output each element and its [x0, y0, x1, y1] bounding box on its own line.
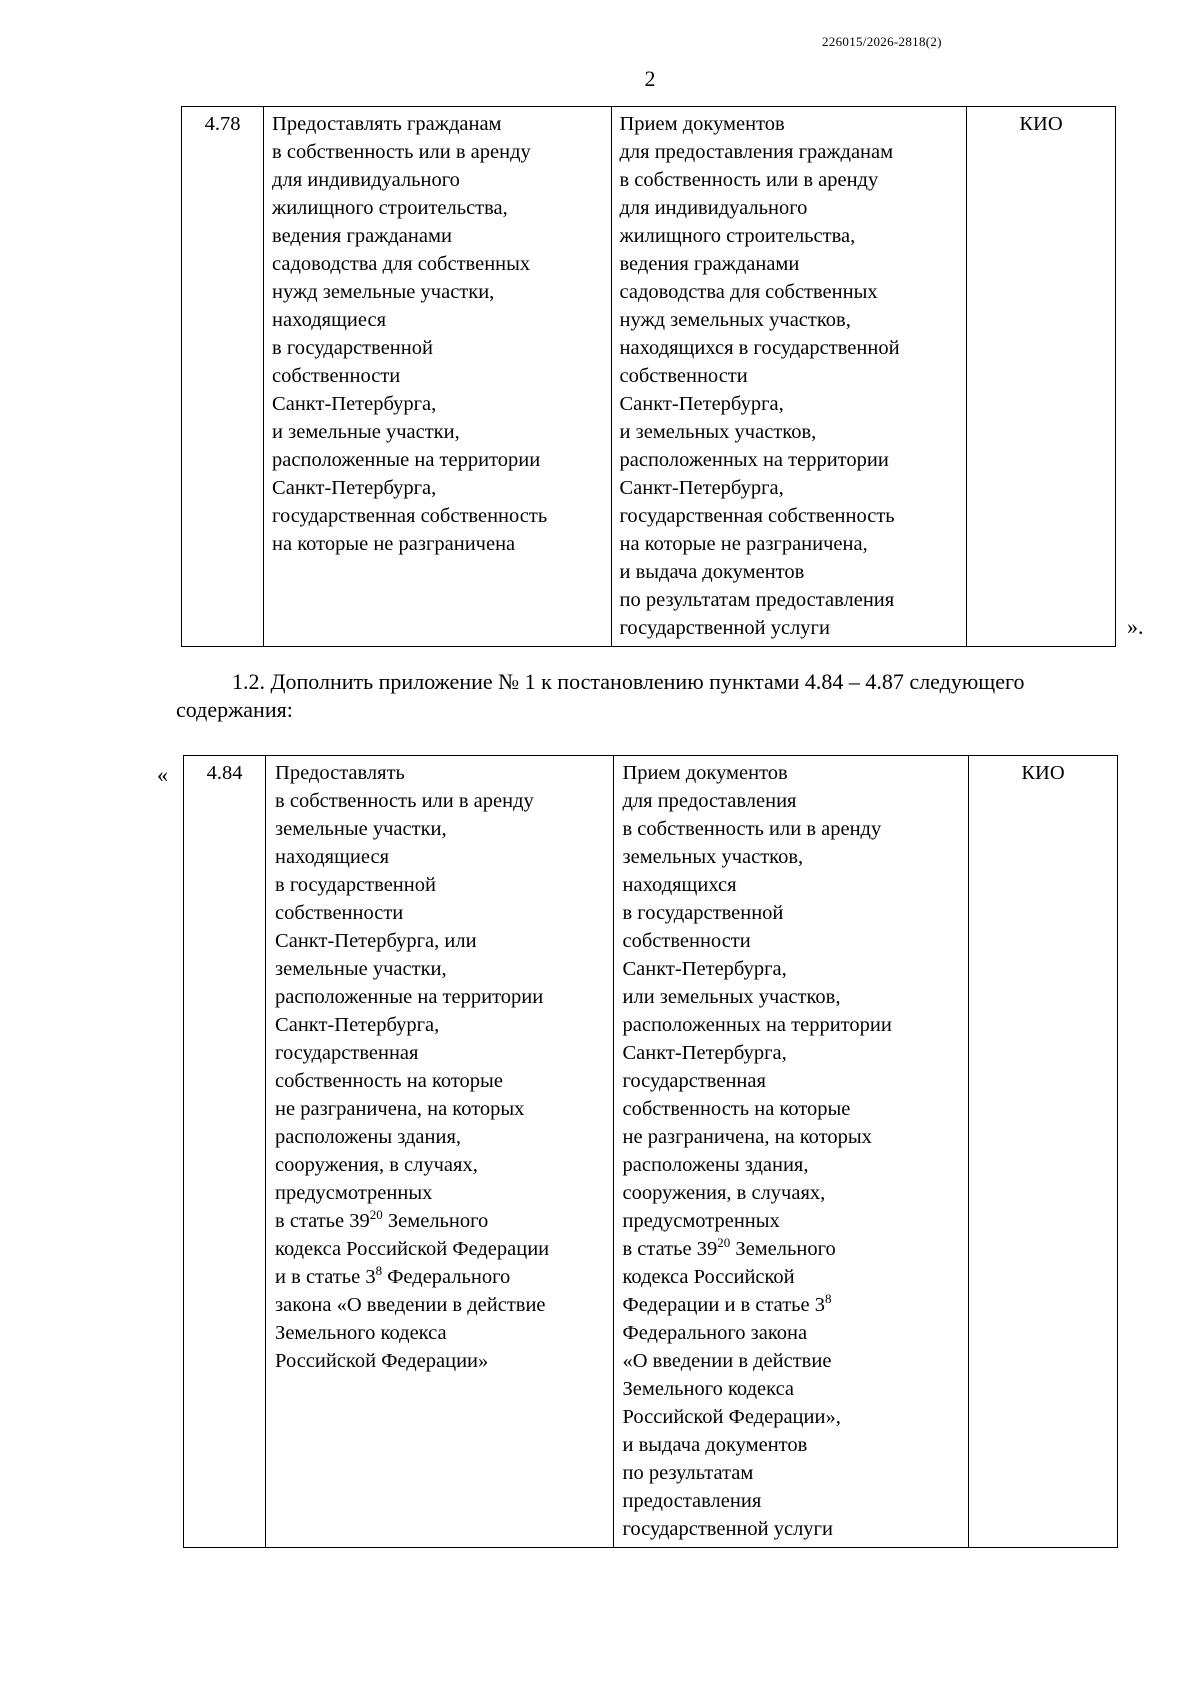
cell-text-line: садоводства для собственных [619, 281, 878, 303]
superscript: 8 [825, 1291, 832, 1306]
opening-quote: « [157, 762, 168, 787]
services-table-addition [183, 755, 1118, 1548]
cell-text-line: нужд земельных участков, [619, 309, 851, 331]
cell-text-line: государственная собственность [619, 505, 895, 527]
cell-text-line: жилищного строительства, [619, 225, 856, 247]
cell-text-line: собственности [622, 930, 751, 952]
cell-text-line: кодекса Российской Федерации [275, 1238, 550, 1260]
service-name-cell [266, 756, 613, 1548]
paragraph-line: содержания: [176, 697, 293, 722]
cell-text-line: Санкт-Петербурга, [622, 958, 787, 980]
cell-text-line: для индивидуального [619, 197, 808, 219]
cell-text-line: жилищного строительства, [272, 197, 508, 219]
text-run: в статье 39 [275, 1210, 370, 1232]
cell-text-line: Прием документов [622, 762, 788, 784]
cell-text-line: расположены здания, [622, 1154, 809, 1176]
cell-text-line: Федерального закона [622, 1322, 808, 1344]
cell-text-line: и выдача документов [622, 1434, 808, 1456]
cell-text-line: для индивидуального [272, 169, 460, 191]
table-row [182, 107, 1116, 647]
amendment-paragraph [176, 668, 1116, 724]
text-run: Земельного [382, 1210, 489, 1232]
cell-text-line: государственной услуги [622, 1518, 833, 1540]
cell-text-line: Санкт-Петербурга, или [275, 930, 477, 952]
cell-text-line: в государственной [275, 874, 436, 896]
cell-text-line: ведения гражданами [272, 225, 452, 247]
cell-text-line: или земельных участков, [622, 986, 841, 1008]
cell-text-line: государственная собственность [272, 505, 548, 527]
cell-text-line: находящиеся [275, 846, 389, 868]
cell-text-line: собственность на которые [275, 1070, 503, 1092]
cell-text-line: по результатам [622, 1462, 754, 1484]
table-row [184, 756, 1118, 1548]
cell-text-line: расположенные на территории [272, 449, 541, 471]
cell-text-line: расположенные на территории [275, 986, 544, 1008]
cell-text-line: Земельного кодекса [275, 1322, 447, 1344]
text-run: Федерального [382, 1266, 511, 1288]
cell-text-line: сооружения, в случаях, [275, 1154, 478, 1176]
cell-text-line: для предоставления гражданам [619, 141, 894, 163]
cell-text-line: не разграничена, на которых [622, 1126, 872, 1148]
item-number-cell: 4.84 [184, 756, 266, 1548]
cell-text-line [623, 1235, 969, 1263]
cell-text-line: собственность на которые [622, 1098, 851, 1120]
cell-text-line: находящихся [622, 874, 737, 896]
cell-text-line: находящиеся [272, 309, 386, 331]
text-run: в статье 39 [622, 1238, 718, 1260]
superscript: 20 [369, 1207, 383, 1222]
cell-text-line: садоводства для собственных [272, 253, 531, 275]
cell-text-line: Земельного кодекса [622, 1378, 795, 1400]
cell-text-line: Санкт-Петербурга, [622, 1042, 787, 1064]
cell-text-line: и выдача документов [619, 561, 805, 583]
closing-quote: ». [1127, 614, 1144, 639]
cell-text-line: государственная [275, 1042, 419, 1064]
cell-text-line: и земельных участков, [619, 421, 817, 443]
cell-text-line: расположены здания, [275, 1126, 462, 1148]
cell-text-line: собственности [619, 365, 748, 387]
document-registration-number: 226015/2026-2818(2) [822, 34, 942, 49]
cell-text-line: Российской Федерации», [622, 1406, 841, 1428]
cell-text-line: на которые не разграничена, [619, 533, 868, 555]
cell-text-line: земельных участков, [622, 846, 804, 868]
cell-text-line: Прием документов [619, 113, 785, 135]
cell-text-line: государственная [622, 1070, 766, 1092]
cell-text-line: Предоставлять гражданам [272, 113, 502, 135]
cell-text-line: предусмотренных [622, 1210, 780, 1232]
paragraph-line: 1.2. Дополнить приложение № 1 к постановлению пунктами 4.84 – 4.87 следующего [232, 669, 1025, 694]
cell-text-line: ведения гражданами [619, 253, 800, 275]
cell-text-line: в собственность или в аренду [619, 169, 879, 191]
services-table-fragment [181, 106, 1116, 647]
cell-text-line: для предоставления [622, 790, 797, 812]
cell-text-line: «О введении в действие [622, 1350, 832, 1372]
item-number-cell: 4.78 [182, 107, 264, 647]
text-run: Земельного [730, 1238, 836, 1260]
cell-text-line: закона «О введении в действие [275, 1294, 546, 1316]
cell-text-line: Санкт-Петербурга, [619, 393, 784, 415]
cell-text-line [275, 1207, 612, 1235]
service-name-cell [264, 107, 611, 647]
cell-text-line: расположенных на территории [619, 449, 889, 471]
cell-text-line [275, 1263, 612, 1291]
cell-text-line: по результатам предоставления [619, 589, 895, 611]
procedure-cell [611, 107, 967, 647]
cell-text-line: Предоставлять [275, 762, 405, 784]
cell-text-line: кодекса Российской [622, 1266, 795, 1288]
cell-text-line: сооружения, в случаях, [622, 1182, 826, 1204]
cell-text-line: и земельные участки, [272, 421, 460, 443]
text-run: Федерации и в статье 3 [622, 1294, 825, 1316]
cell-text-line: Санкт-Петербурга, [275, 1014, 440, 1036]
cell-text-line: земельные участки, [275, 818, 447, 840]
cell-text-line: нужд земельные участки, [272, 281, 495, 303]
cell-text-line: находящихся в государственной [619, 337, 900, 359]
department-cell: КИО [967, 107, 1116, 647]
cell-text-line: Санкт-Петербурга, [619, 477, 784, 499]
cell-text-line: Санкт-Петербурга, [272, 477, 437, 499]
page-number: 2 [644, 66, 656, 91]
cell-text-line: земельные участки, [275, 958, 447, 980]
cell-text-line [623, 1291, 969, 1319]
cell-text-line: собственности [275, 902, 404, 924]
procedure-cell [613, 756, 969, 1548]
cell-text-line: предоставления [622, 1490, 762, 1512]
cell-text-line: Российской Федерации» [275, 1350, 489, 1372]
cell-text-line: в государственной [272, 337, 433, 359]
cell-text-line: Санкт-Петербурга, [272, 393, 437, 415]
department-cell: КИО [969, 756, 1118, 1548]
superscript: 8 [375, 1263, 383, 1278]
cell-text-line: в государственной [622, 902, 784, 924]
cell-text-line: на которые не разграничена [272, 533, 516, 555]
cell-text-line: в собственность или в аренду [272, 141, 531, 163]
cell-text-line: собственности [272, 365, 401, 387]
cell-text-line: в собственность или в аренду [275, 790, 534, 812]
cell-text-line: предусмотренных [275, 1182, 433, 1204]
cell-text-line: не разграничена, на которых [275, 1098, 525, 1120]
cell-text-line: расположенных на территории [622, 1014, 892, 1036]
superscript: 20 [717, 1235, 731, 1250]
text-run: и в статье 3 [275, 1266, 376, 1288]
cell-text-line: государственной услуги [619, 617, 830, 639]
cell-text-line: в собственность или в аренду [622, 818, 882, 840]
